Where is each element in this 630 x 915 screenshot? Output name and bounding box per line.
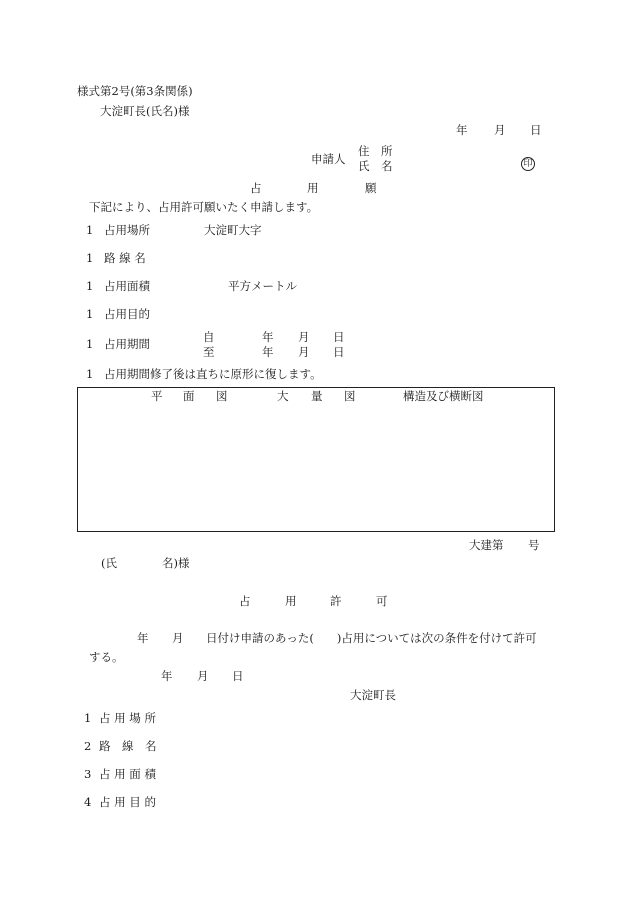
permit-item-num-4: 4 xyxy=(84,795,92,809)
section-drawing-label: 構造及び横断図 xyxy=(403,389,484,403)
statement-continued: する。 xyxy=(89,650,124,664)
plan-drawing-char-1: 平 xyxy=(151,389,163,403)
permit-item-num-2: 2 xyxy=(84,739,92,753)
doc-no-suffix: 号 xyxy=(528,538,540,552)
plan-drawing-char-3: 図 xyxy=(216,389,228,403)
permit-title-char-1: 占 xyxy=(239,594,251,608)
application-title-char-3: 願 xyxy=(365,181,377,195)
permit-item-num-1: 1 xyxy=(84,711,92,725)
item-period-label: 占用期間 xyxy=(104,337,150,351)
period-from: 自 xyxy=(203,330,215,344)
period-from-month: 月 xyxy=(298,330,310,344)
item-restore-num: 1 xyxy=(86,367,94,381)
item-place-value: 大淀町大字 xyxy=(204,223,262,237)
period-to-day: 日 xyxy=(333,345,345,359)
recipient-open: (氏 xyxy=(101,556,117,570)
item-area-num: 1 xyxy=(86,279,94,293)
overview-drawing-char-2: 量 xyxy=(311,389,323,403)
recipient-close: 名)様 xyxy=(162,556,190,570)
item-place-label: 占用場所 xyxy=(104,223,150,237)
item-area-label: 占用面積 xyxy=(104,279,150,293)
drawing-box xyxy=(77,387,555,532)
item-area-unit: 平方メートル xyxy=(228,279,297,293)
applicant-label: 申請人 xyxy=(311,152,346,166)
period-to-month: 月 xyxy=(298,345,310,359)
addressee: 大淀町長(氏名)様 xyxy=(100,104,190,118)
name-label: 氏 名 xyxy=(358,159,393,173)
period-to: 至 xyxy=(203,345,215,359)
permit-item-label-2: 路 線 名 xyxy=(99,739,157,753)
application-title-char-2: 用 xyxy=(307,181,319,195)
date-year: 年 xyxy=(456,123,468,137)
item-route-label: 路 線 名 xyxy=(104,251,146,265)
permit-date-day: 日 xyxy=(232,669,244,683)
permit-item-label-1: 占 用 場 所 xyxy=(99,711,156,725)
permit-item-label-4: 占 用 目 的 xyxy=(99,795,156,809)
overview-drawing-char-1: 大 xyxy=(277,389,289,403)
permit-date-month: 月 xyxy=(197,669,209,683)
doc-no-prefix: 大建第 xyxy=(469,538,504,552)
issuer: 大淀町長 xyxy=(350,688,396,702)
date-day: 日 xyxy=(530,123,542,137)
permit-item-label-3: 占 用 面 積 xyxy=(99,767,156,781)
statement-year: 年 xyxy=(137,631,149,645)
item-purpose-label: 占用目的 xyxy=(104,307,150,321)
period-to-year: 年 xyxy=(262,345,274,359)
item-restore-label: 占用期間修了後は直ちに原形に復します。 xyxy=(104,367,322,381)
item-purpose-num: 1 xyxy=(86,307,94,321)
overview-drawing-char-3: 図 xyxy=(344,389,356,403)
form-label: 様式第2号(第3条関係) xyxy=(77,84,193,98)
application-title-char-1: 占 xyxy=(250,181,262,195)
statement-text: 日付け申請のあった( )占用については次の条件を付けて許可 xyxy=(206,631,537,645)
item-place-num: 1 xyxy=(86,223,94,237)
permit-title-char-4: 可 xyxy=(376,594,388,608)
item-period-num: 1 xyxy=(86,337,94,351)
intro-text: 下記により、占用許可願いたく申請します。 xyxy=(89,200,319,214)
period-from-day: 日 xyxy=(333,330,345,344)
permit-date-year: 年 xyxy=(161,669,173,683)
permit-title-char-2: 用 xyxy=(285,594,297,608)
period-from-year: 年 xyxy=(262,330,274,344)
permit-title-char-3: 許 xyxy=(330,594,342,608)
seal-mark: 印 xyxy=(521,157,535,171)
permit-item-num-3: 3 xyxy=(84,767,92,781)
item-route-num: 1 xyxy=(86,251,94,265)
statement-month: 月 xyxy=(172,631,184,645)
address-label: 住 所 xyxy=(358,144,393,158)
plan-drawing-char-2: 面 xyxy=(183,389,195,403)
date-month: 月 xyxy=(494,123,506,137)
